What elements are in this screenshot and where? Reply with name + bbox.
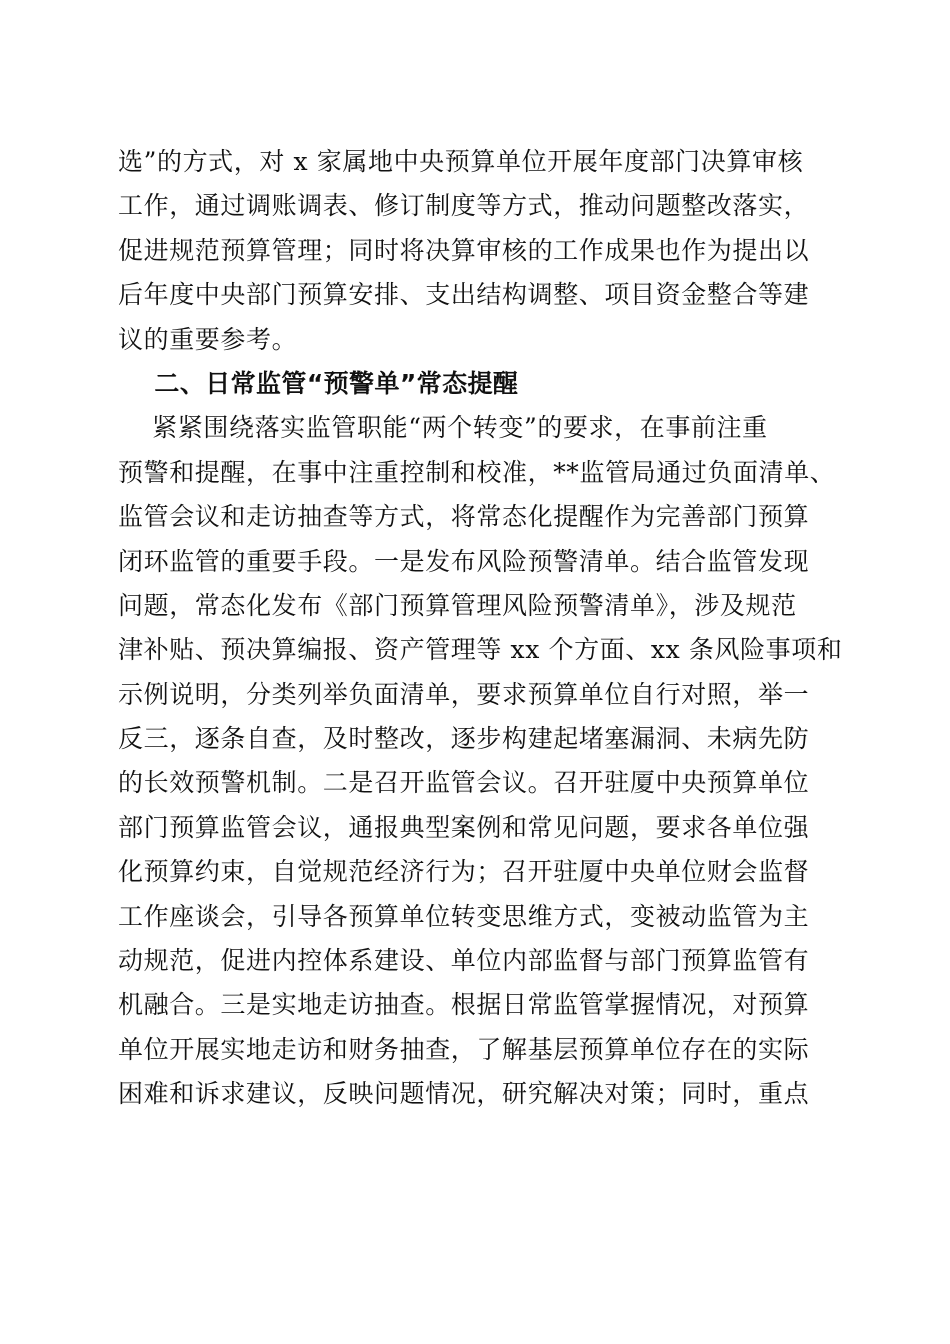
text-line: 化预算约束，自觉规范经济行为；召开驻厦中央单位财会监督 — [118, 857, 810, 887]
text-line: 闭环监管的重要手段。一是发布风险预警清单。结合监管发现 — [118, 546, 810, 576]
text-line: 后年度中央部门预算安排、支出结构调整、项目资金整合等建 — [118, 280, 810, 310]
text-line: 工作座谈会，引导各预算单位转变思维方式，变被动监管为主 — [118, 901, 810, 931]
text-line: 反三，逐条自查，及时整改，逐步构建起堵塞漏洞、未病先防 — [118, 724, 810, 754]
text-line: 动规范，促进内控体系建设、单位内部监督与部门预算监管有 — [118, 946, 810, 976]
section-heading: 二、日常监管“预警单”常态提醒 — [118, 368, 519, 398]
text-line: 单位开展实地走访和财务抽查，了解基层预算单位存在的实际 — [118, 1034, 810, 1064]
text-line: 监管会议和走访抽查等方式，将常态化提醒作为完善部门预算 — [118, 502, 810, 532]
text-line: 工作，通过调账调表、修订制度等方式，推动问题整改落实， — [118, 191, 810, 221]
text-line: 紧紧围绕落实监管职能“两个转变”的要求，在事前注重 — [118, 413, 768, 443]
text-line: 问题，常态化发布《部门预算管理风险预警清单》，涉及规范 — [118, 590, 797, 620]
text-line: 的长效预警机制。二是召开监管会议。召开驻厦中央预算单位 — [118, 768, 810, 798]
paragraph-1 — [118, 140, 830, 362]
paragraph-2 — [118, 406, 843, 1116]
text-line: 示例说明，分类列举负面清单，要求预算单位自行对照，举一 — [118, 679, 810, 709]
text-line: 议的重要参考。 — [118, 324, 298, 354]
text-line: 预警和提醒，在事中注重控制和校准，**监管局通过负面清单、 — [118, 457, 836, 487]
text-line: 促进规范预算管理；同时将决算审核的工作成果也作为提出以 — [118, 235, 810, 265]
document-body — [118, 140, 843, 1117]
text-line: 选”的方式，对 x 家属地中央预算单位开展年度部门决算审核 — [118, 147, 804, 176]
text-line: 部门预算监管会议，通报典型案例和常见问题，要求各单位强 — [118, 812, 810, 842]
text-line: 机融合。三是实地走访抽查。根据日常监管掌握情况，对预算 — [118, 990, 810, 1020]
text-line: 困难和诉求建议，反映问题情况，研究解决对策；同时，重点 — [118, 1079, 810, 1109]
text-line: 津补贴、预决算编报、资产管理等 xx 个方面、xx 条风险事项和 — [118, 635, 843, 665]
